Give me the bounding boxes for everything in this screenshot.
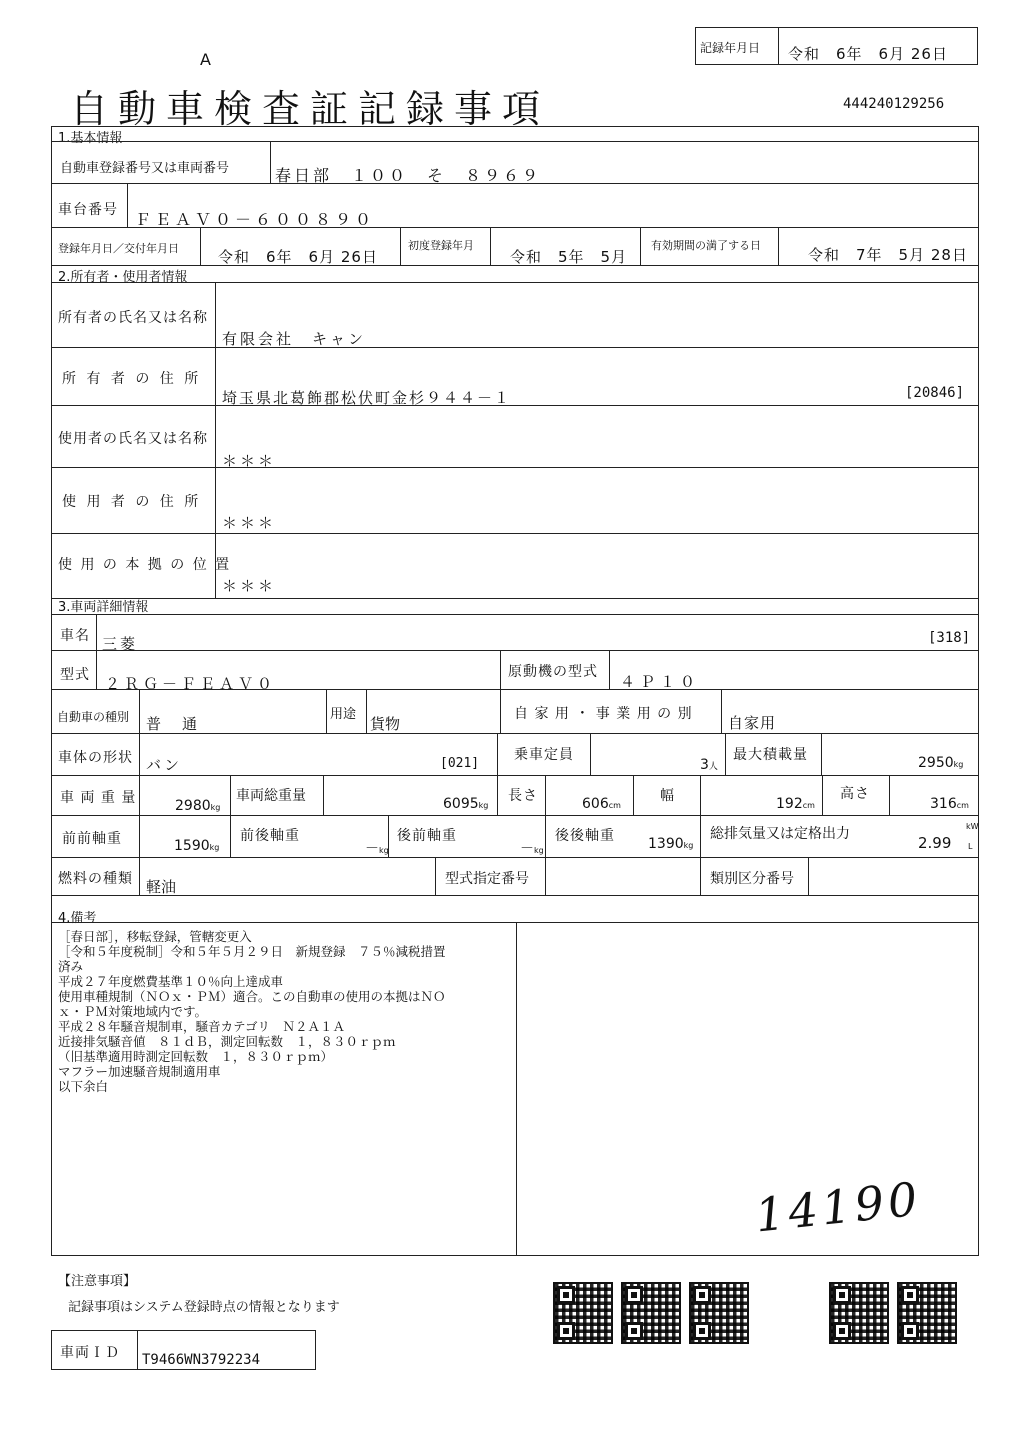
rf-axle-value: － xyxy=(520,841,534,857)
model-label: 型式 xyxy=(60,667,90,683)
page-title: 自動車検査証記録事項 xyxy=(70,87,551,131)
section-remarks-title: 4.備考 xyxy=(58,911,97,926)
weight-reading xyxy=(175,798,220,814)
rf-axle-reading xyxy=(520,838,544,858)
max-load-unit: kg xyxy=(953,760,964,769)
chassis-value: ＦＥＡＶ０－６００８９０ xyxy=(135,210,376,229)
first-reg-value: 令和 5年 5月 xyxy=(510,248,628,266)
user-address-label: 使 用 者 の 住 所 xyxy=(62,494,202,510)
body-shape-code: [021] xyxy=(440,756,480,771)
make-code: [318] xyxy=(928,630,971,646)
ff-axle-value: 1590 xyxy=(174,838,210,854)
displacement-unit-top: kW xyxy=(966,822,979,831)
corner-mark: A xyxy=(200,50,211,69)
max-load-value: 2950 xyxy=(918,755,954,771)
owner-address-value: 埼玉県北葛飾郡松伏町金杉９４４－１ xyxy=(222,389,512,407)
height-reading xyxy=(930,796,969,812)
ff-axle-label: 前前軸重 xyxy=(62,831,122,847)
qr-code-5 xyxy=(897,1282,957,1344)
record-date-label: 記録年月日 xyxy=(700,41,761,55)
rr-axle-value: 1390 xyxy=(648,836,684,852)
rf-axle-unit: kg xyxy=(534,846,544,855)
make-value: 三菱 xyxy=(102,635,139,653)
notice-title: 【注意事項】 xyxy=(58,1274,137,1289)
first-reg-label: 初度登録年月 xyxy=(408,239,474,252)
qr-code-1 xyxy=(553,1282,613,1344)
model-value: ２ＲＧ－ＦＥＡＶ０ xyxy=(105,675,277,693)
user-address-value: ＊＊＊ xyxy=(222,514,277,532)
ff-axle-reading xyxy=(174,838,219,854)
owner-name-value: 有限会社 キャン xyxy=(222,330,367,348)
weight-value: 2980 xyxy=(175,798,211,814)
gross-weight-reading xyxy=(443,796,488,812)
height-label: 高さ xyxy=(840,786,870,802)
make-label: 車名 xyxy=(60,628,90,644)
engine-value: ４Ｐ１０ xyxy=(620,673,701,691)
use-value: 貨物 xyxy=(370,715,401,733)
gross-weight-value: 6095 xyxy=(443,796,479,812)
width-reading xyxy=(776,796,815,812)
reg-date-label: 登録年月日／交付年月日 xyxy=(58,242,179,255)
max-load-label: 最大積載量 xyxy=(733,747,808,763)
qr-code-3 xyxy=(689,1282,749,1344)
body-shape-label: 車体の形状 xyxy=(58,750,133,766)
section-vehicle-title: 3.車両詳細情報 xyxy=(58,600,149,615)
displacement-label: 総排気量又は定格出力 xyxy=(710,826,850,842)
rr-axle-reading xyxy=(648,836,693,852)
weight-label: 車 両 重 量 xyxy=(60,790,137,806)
record-date-value: 令和 6年 6月 26日 xyxy=(788,45,948,63)
length-unit: cm xyxy=(608,801,621,810)
qr-code-4 xyxy=(829,1282,889,1344)
expiry-label: 有効期間の満了する日 xyxy=(651,239,761,252)
fr-axle-label: 前後軸重 xyxy=(240,828,300,844)
kind-label: 自動車の種別 xyxy=(57,710,130,724)
length-value: 606 xyxy=(582,796,609,812)
gross-weight-label: 車両総重量 xyxy=(236,788,306,804)
section-owner-title: 2.所有者・使用者情報 xyxy=(58,270,188,285)
rf-axle-label: 後前軸重 xyxy=(397,828,457,844)
max-load-reading xyxy=(918,755,963,771)
private-business-label: 自 家 用 ・ 事 業 用 の 別 xyxy=(514,706,693,722)
width-unit: cm xyxy=(802,801,815,810)
rr-axle-unit: kg xyxy=(683,841,694,850)
body-shape-value: バン xyxy=(146,756,183,774)
capacity-reading xyxy=(700,757,718,773)
section-basic-title: 1.基本情報 xyxy=(58,131,123,146)
fuel-value: 軽油 xyxy=(146,878,177,896)
base-location-label: 使 用 の 本 拠 の 位 置 xyxy=(58,557,232,573)
length-reading xyxy=(582,796,621,812)
length-label: 長さ xyxy=(508,788,538,804)
capacity-label: 乗車定員 xyxy=(514,747,574,763)
type-designation-label: 型式指定番号 xyxy=(445,871,529,887)
fr-axle-reading xyxy=(365,838,389,858)
weight-unit: kg xyxy=(210,803,221,812)
reg-date-value: 令和 6年 6月 26日 xyxy=(218,248,378,266)
fr-axle-value: － xyxy=(365,841,379,857)
width-label: 幅 xyxy=(660,788,675,804)
use-label: 用途 xyxy=(330,707,357,722)
ff-axle-unit: kg xyxy=(209,843,220,852)
capacity-unit: 人 xyxy=(708,762,718,772)
private-business-value: 自家用 xyxy=(728,714,777,732)
handwritten-number: 14190 xyxy=(752,1171,924,1243)
vehicle-id-label: 車両ＩＤ xyxy=(60,1345,120,1361)
kind-value: 普 通 xyxy=(146,715,201,733)
displacement-value: 2.99 xyxy=(918,834,952,852)
reg-no-value: 春日部 １００ そ ８９６９ xyxy=(275,166,542,185)
class-number-label: 類別区分番号 xyxy=(710,871,794,887)
width-value: 192 xyxy=(776,796,803,812)
height-unit: cm xyxy=(956,801,969,810)
remarks-text: ［春日部］，移転登録，管轄変更入 ［令和５年度税制］令和５年５月２９日 新規登録 ７５％減税措置 済み 平成２７年度燃費基準１０％向上達成車 使用車種規制（ＮＯｘ・ＰＭ）適合。この自動車の使用の本拠はＮＯ ｘ・ＰＭ対策地域内です。 平成２８年騒音規制車，騒音カテゴリ Ｎ２Ａ１Ａ 近接排気騒音値 ８１ｄＢ，測定回転数 １，８３０ｒｐｍ （旧基準適用時測定回転数 １，８３０ｒｐｍ） マフラー加速騒音規制適用車 以下余白 xyxy=(58,929,446,1094)
displacement-unit-bottom: L xyxy=(968,842,973,851)
expiry-value: 令和 7年 5月 28日 xyxy=(808,246,968,264)
notice-text: 記録事項はシステム登録時点の情報となります xyxy=(68,1300,340,1315)
owner-name-label: 所有者の氏名又は名称 xyxy=(58,310,208,326)
gross-weight-unit: kg xyxy=(478,801,489,810)
reg-no-label: 自動車登録番号又は車両番号 xyxy=(60,161,230,176)
height-value: 316 xyxy=(930,796,957,812)
owner-address-label: 所 有 者 の 住 所 xyxy=(62,371,202,387)
capacity-value: 3 xyxy=(700,757,709,773)
user-name-value: ＊＊＊ xyxy=(222,452,277,470)
user-name-label: 使用者の氏名又は名称 xyxy=(58,431,208,447)
base-location-value: ＊＊＊ xyxy=(222,577,277,595)
engine-label: 原動機の型式 xyxy=(508,664,598,680)
vehicle-id-value: T9466WN3792234 xyxy=(142,1352,261,1368)
owner-address-code: [20846] xyxy=(905,385,965,401)
qr-code-2 xyxy=(621,1282,681,1344)
fr-axle-unit: kg xyxy=(379,846,389,855)
rr-axle-label: 後後軸重 xyxy=(555,828,615,844)
chassis-label: 車台番号 xyxy=(58,202,118,218)
doc-number: 444240129256 xyxy=(843,96,945,112)
fuel-label: 燃料の種類 xyxy=(58,871,133,887)
